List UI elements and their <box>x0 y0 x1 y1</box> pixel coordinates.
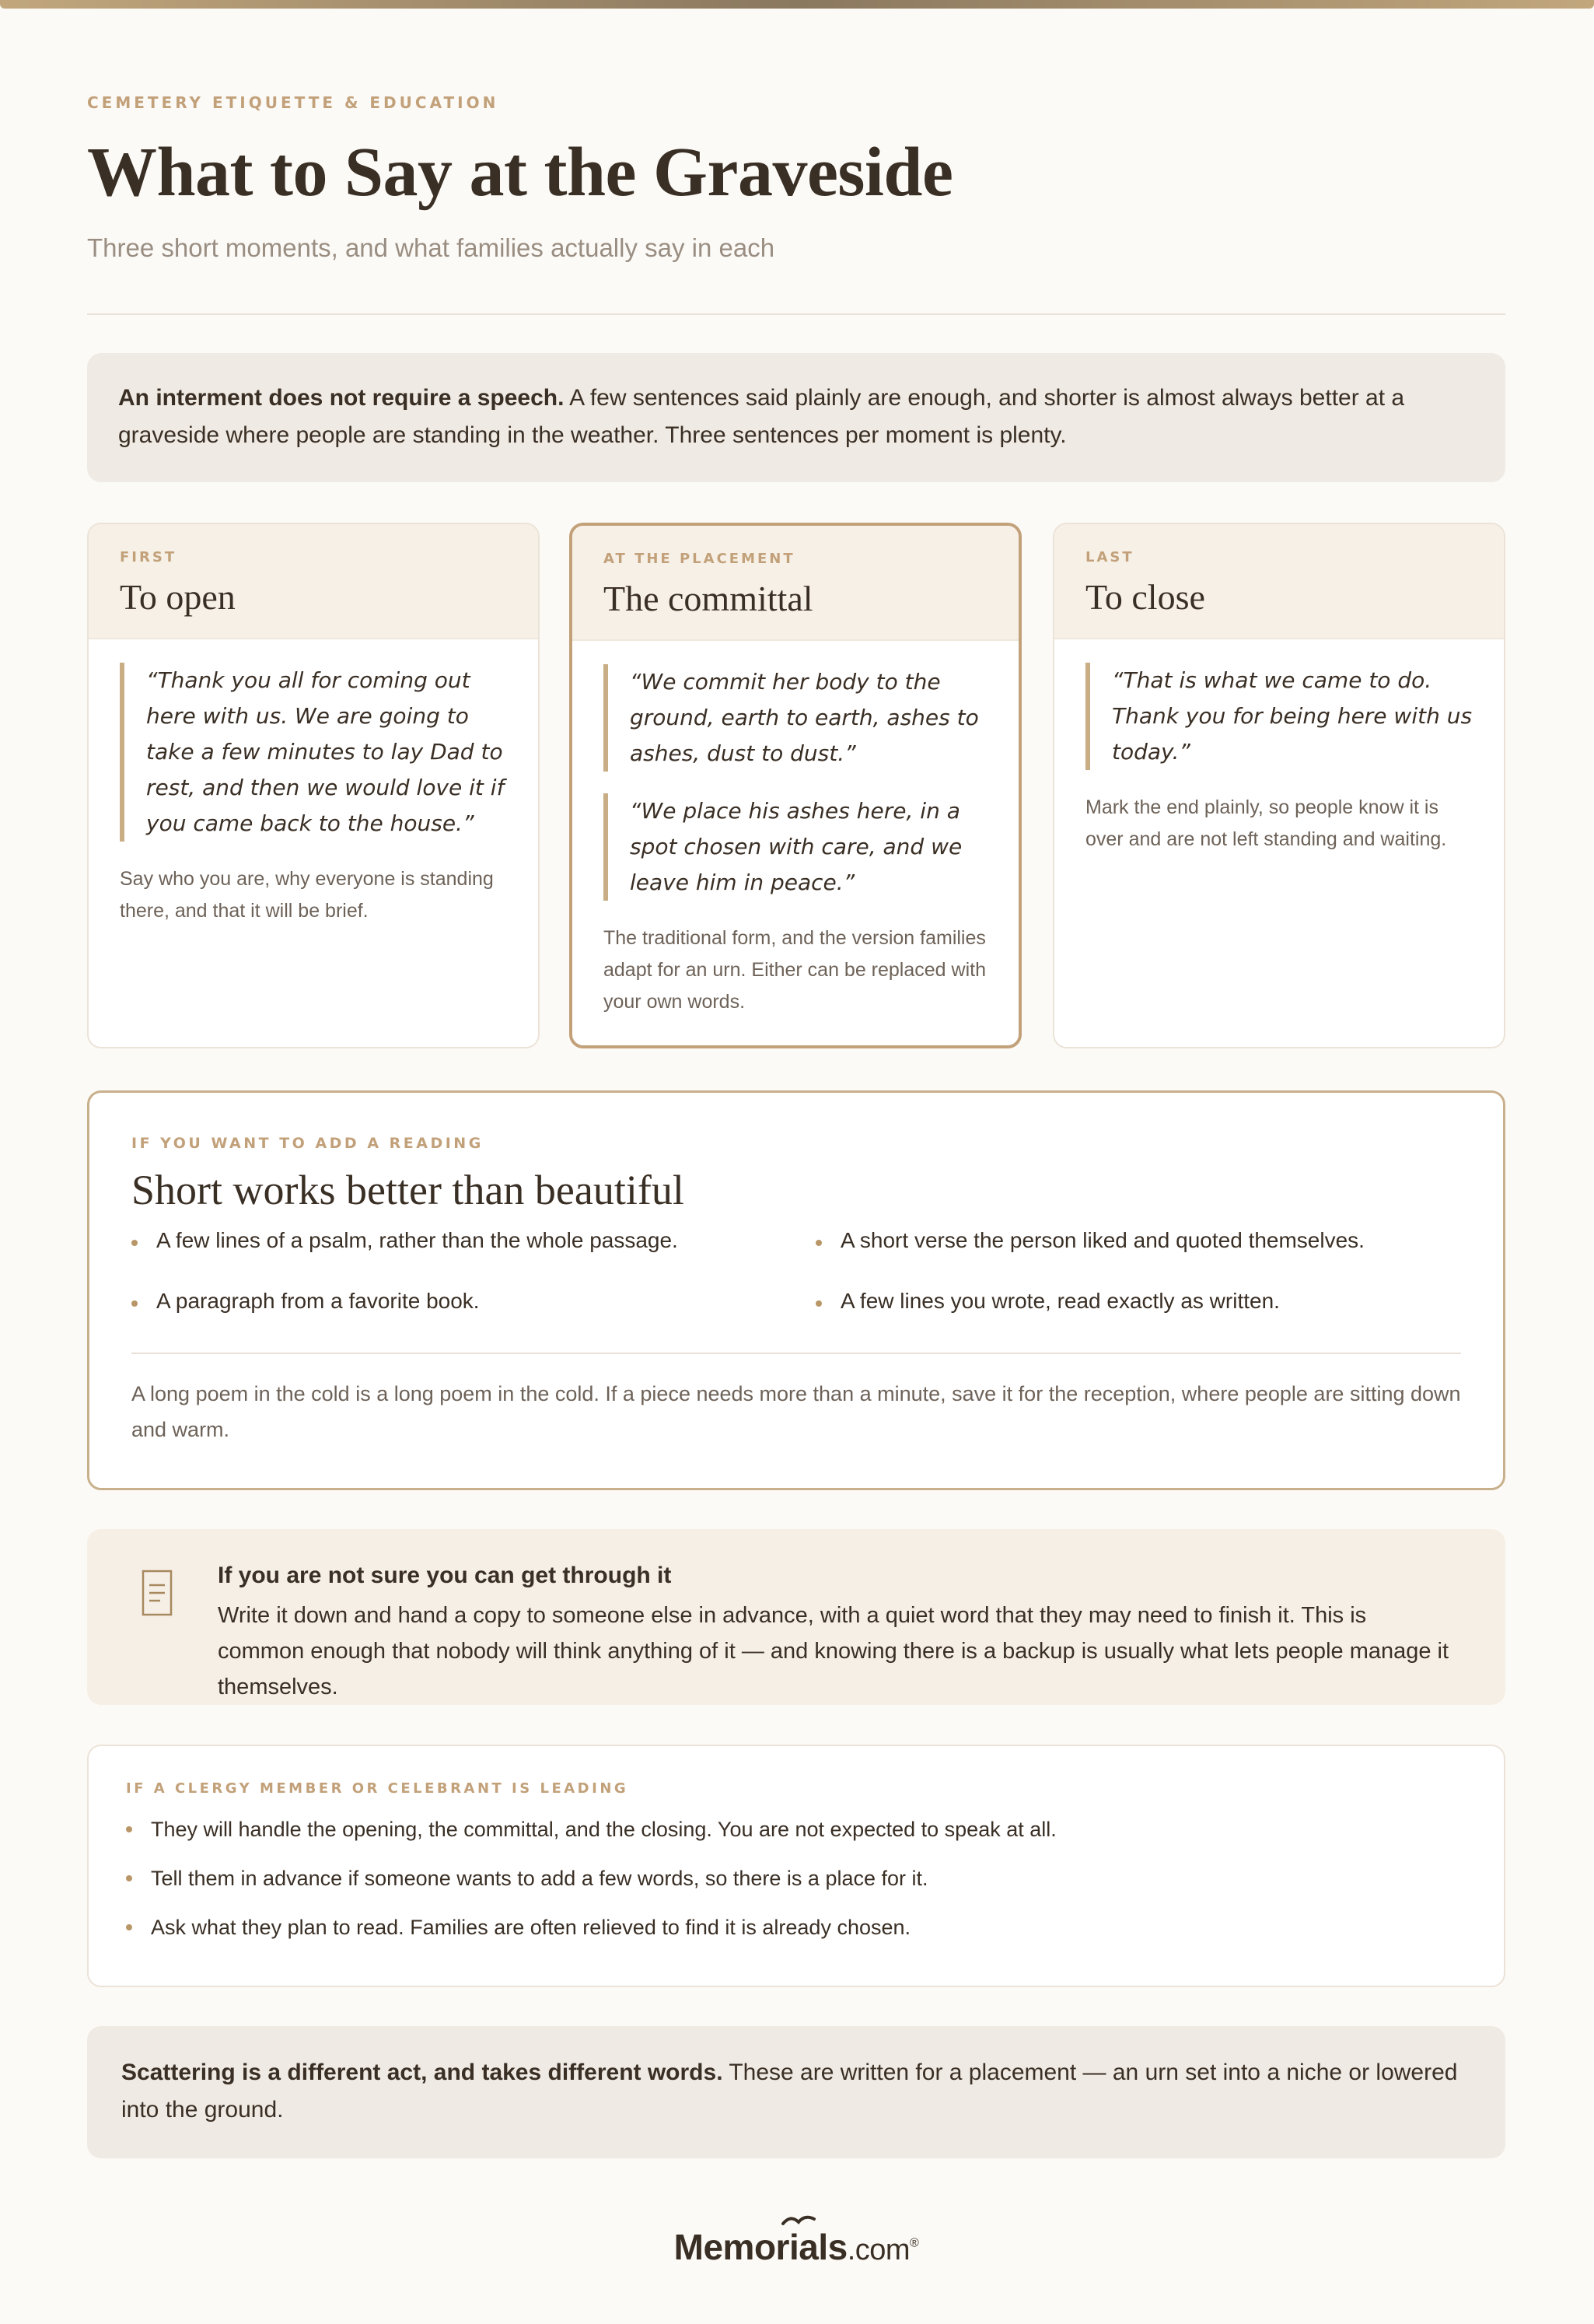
scatter-text: These are written for a placement — an urn set into a niche or lowered into the ground. <box>121 2060 1458 2123</box>
scatter-bold: Scattering is a different act, and takes different words. <box>121 2060 723 2085</box>
reading-section <box>87 1090 1505 1490</box>
memorials-logo[interactable] <box>87 2226 1505 2268</box>
example-quote: “Thank you all for coming out here with us. We are going to take a few minutes to lay Dad to rest, and then we would love it if you came back to the house.” <box>120 663 507 842</box>
card-header <box>572 526 1019 641</box>
page-subtitle: Three short moments, and what families actually say in each <box>87 233 775 262</box>
registered-mark: ® <box>910 2236 919 2250</box>
example-quote: “We commit her body to the ground, earth to earth, ashes to ashes, dust to dust.” <box>603 664 988 772</box>
list-item: They will handle the opening, the committal, and the closing. You are not expected to speak at all. <box>126 1814 1466 1863</box>
reading-divider <box>131 1353 1461 1354</box>
clergy-list <box>126 1814 1466 1961</box>
card-header <box>89 524 538 639</box>
get-through-title: If you are not sure you can get through it <box>218 1563 672 1588</box>
intro-callout <box>87 353 1505 482</box>
card-title: The committal <box>603 579 813 618</box>
moment-card-close <box>1053 523 1505 1048</box>
reading-title: Short works better than beautiful <box>131 1167 684 1213</box>
list-item: Tell them in advance if someone wants to add a few words, so there is a place for it. <box>126 1863 1466 1912</box>
clergy-section <box>87 1745 1505 1987</box>
card-eyebrow: AT THE PLACEMENT <box>603 551 795 567</box>
card-eyebrow: LAST <box>1085 549 1134 565</box>
clergy-eyebrow: IF A CLERGY MEMBER OR CELEBRANT IS LEADING <box>126 1780 629 1797</box>
get-through-callout <box>87 1529 1505 1705</box>
card-header <box>1054 524 1504 639</box>
reading-note: A long poem in the cold is a long poem in the cold. If a piece needs more than a minute, save it for the reception, where people are sitting down and warm. <box>131 1382 1461 1441</box>
list-item: A few lines of a psalm, rather than the whole passage. <box>131 1228 678 1253</box>
reading-list <box>131 1228 1461 1353</box>
logo-wordmark <box>674 2227 919 2267</box>
card-body <box>1054 639 1504 856</box>
section-kicker: CEMETERY ETIQUETTE & EDUCATION <box>87 93 499 112</box>
example-quote: “We place his ashes here, in a spot chosen with care, and we leave him in peace.” <box>603 793 988 901</box>
moment-card-committal <box>569 523 1022 1048</box>
example-quote: “That is what we came to do. Thank you for being here with us today.” <box>1085 663 1473 770</box>
logo-suffix: .com <box>847 2234 911 2266</box>
bird-logo-icon <box>781 2213 816 2228</box>
scattering-callout <box>87 2026 1505 2158</box>
card-eyebrow: FIRST <box>120 549 177 565</box>
list-item: A few lines you wrote, read exactly as written. <box>816 1289 1280 1314</box>
get-through-text: Write it down and hand a copy to someone else in advance, with a quiet word that they may need to finish it. This is common enough that nobody will think anything of it — and knowing there is a backup is usually what lets people manage it themselves. <box>218 1603 1449 1699</box>
list-item: Ask what they plan to read. Families are often relieved to find it is already chosen. <box>126 1912 1466 1961</box>
intro-text: A few sentences said plainly are enough, and shorter is almost always better at a graveside where people are standing in the weather. Three sentences per moment is plenty. <box>118 385 1405 448</box>
card-title: To close <box>1085 577 1205 617</box>
header-divider <box>87 313 1505 315</box>
document-icon <box>142 1570 173 1616</box>
card-note: The traditional form, and the version families adapt for an urn. Either can be replaced with your own words. <box>603 927 986 1013</box>
card-body <box>89 639 538 927</box>
page-title: What to Say at the Graveside <box>87 134 953 211</box>
intro-bold: An interment does not require a speech. <box>118 385 565 411</box>
card-body <box>572 641 1019 1018</box>
logo-word: Memorials <box>673 2227 848 2267</box>
moment-card-open <box>87 523 540 1048</box>
card-title: To open <box>120 577 236 617</box>
top-accent-bar <box>0 0 1594 9</box>
card-note: Say who you are, why everyone is standing there, and that it will be brief. <box>120 868 494 922</box>
list-item: A short verse the person liked and quoted themselves. <box>816 1228 1365 1253</box>
card-note: Mark the end plainly, so people know it is over and are not left standing and waiting. <box>1085 796 1447 850</box>
list-item: A paragraph from a favorite book. <box>131 1289 480 1314</box>
reading-eyebrow: IF YOU WANT TO ADD A READING <box>131 1135 484 1152</box>
